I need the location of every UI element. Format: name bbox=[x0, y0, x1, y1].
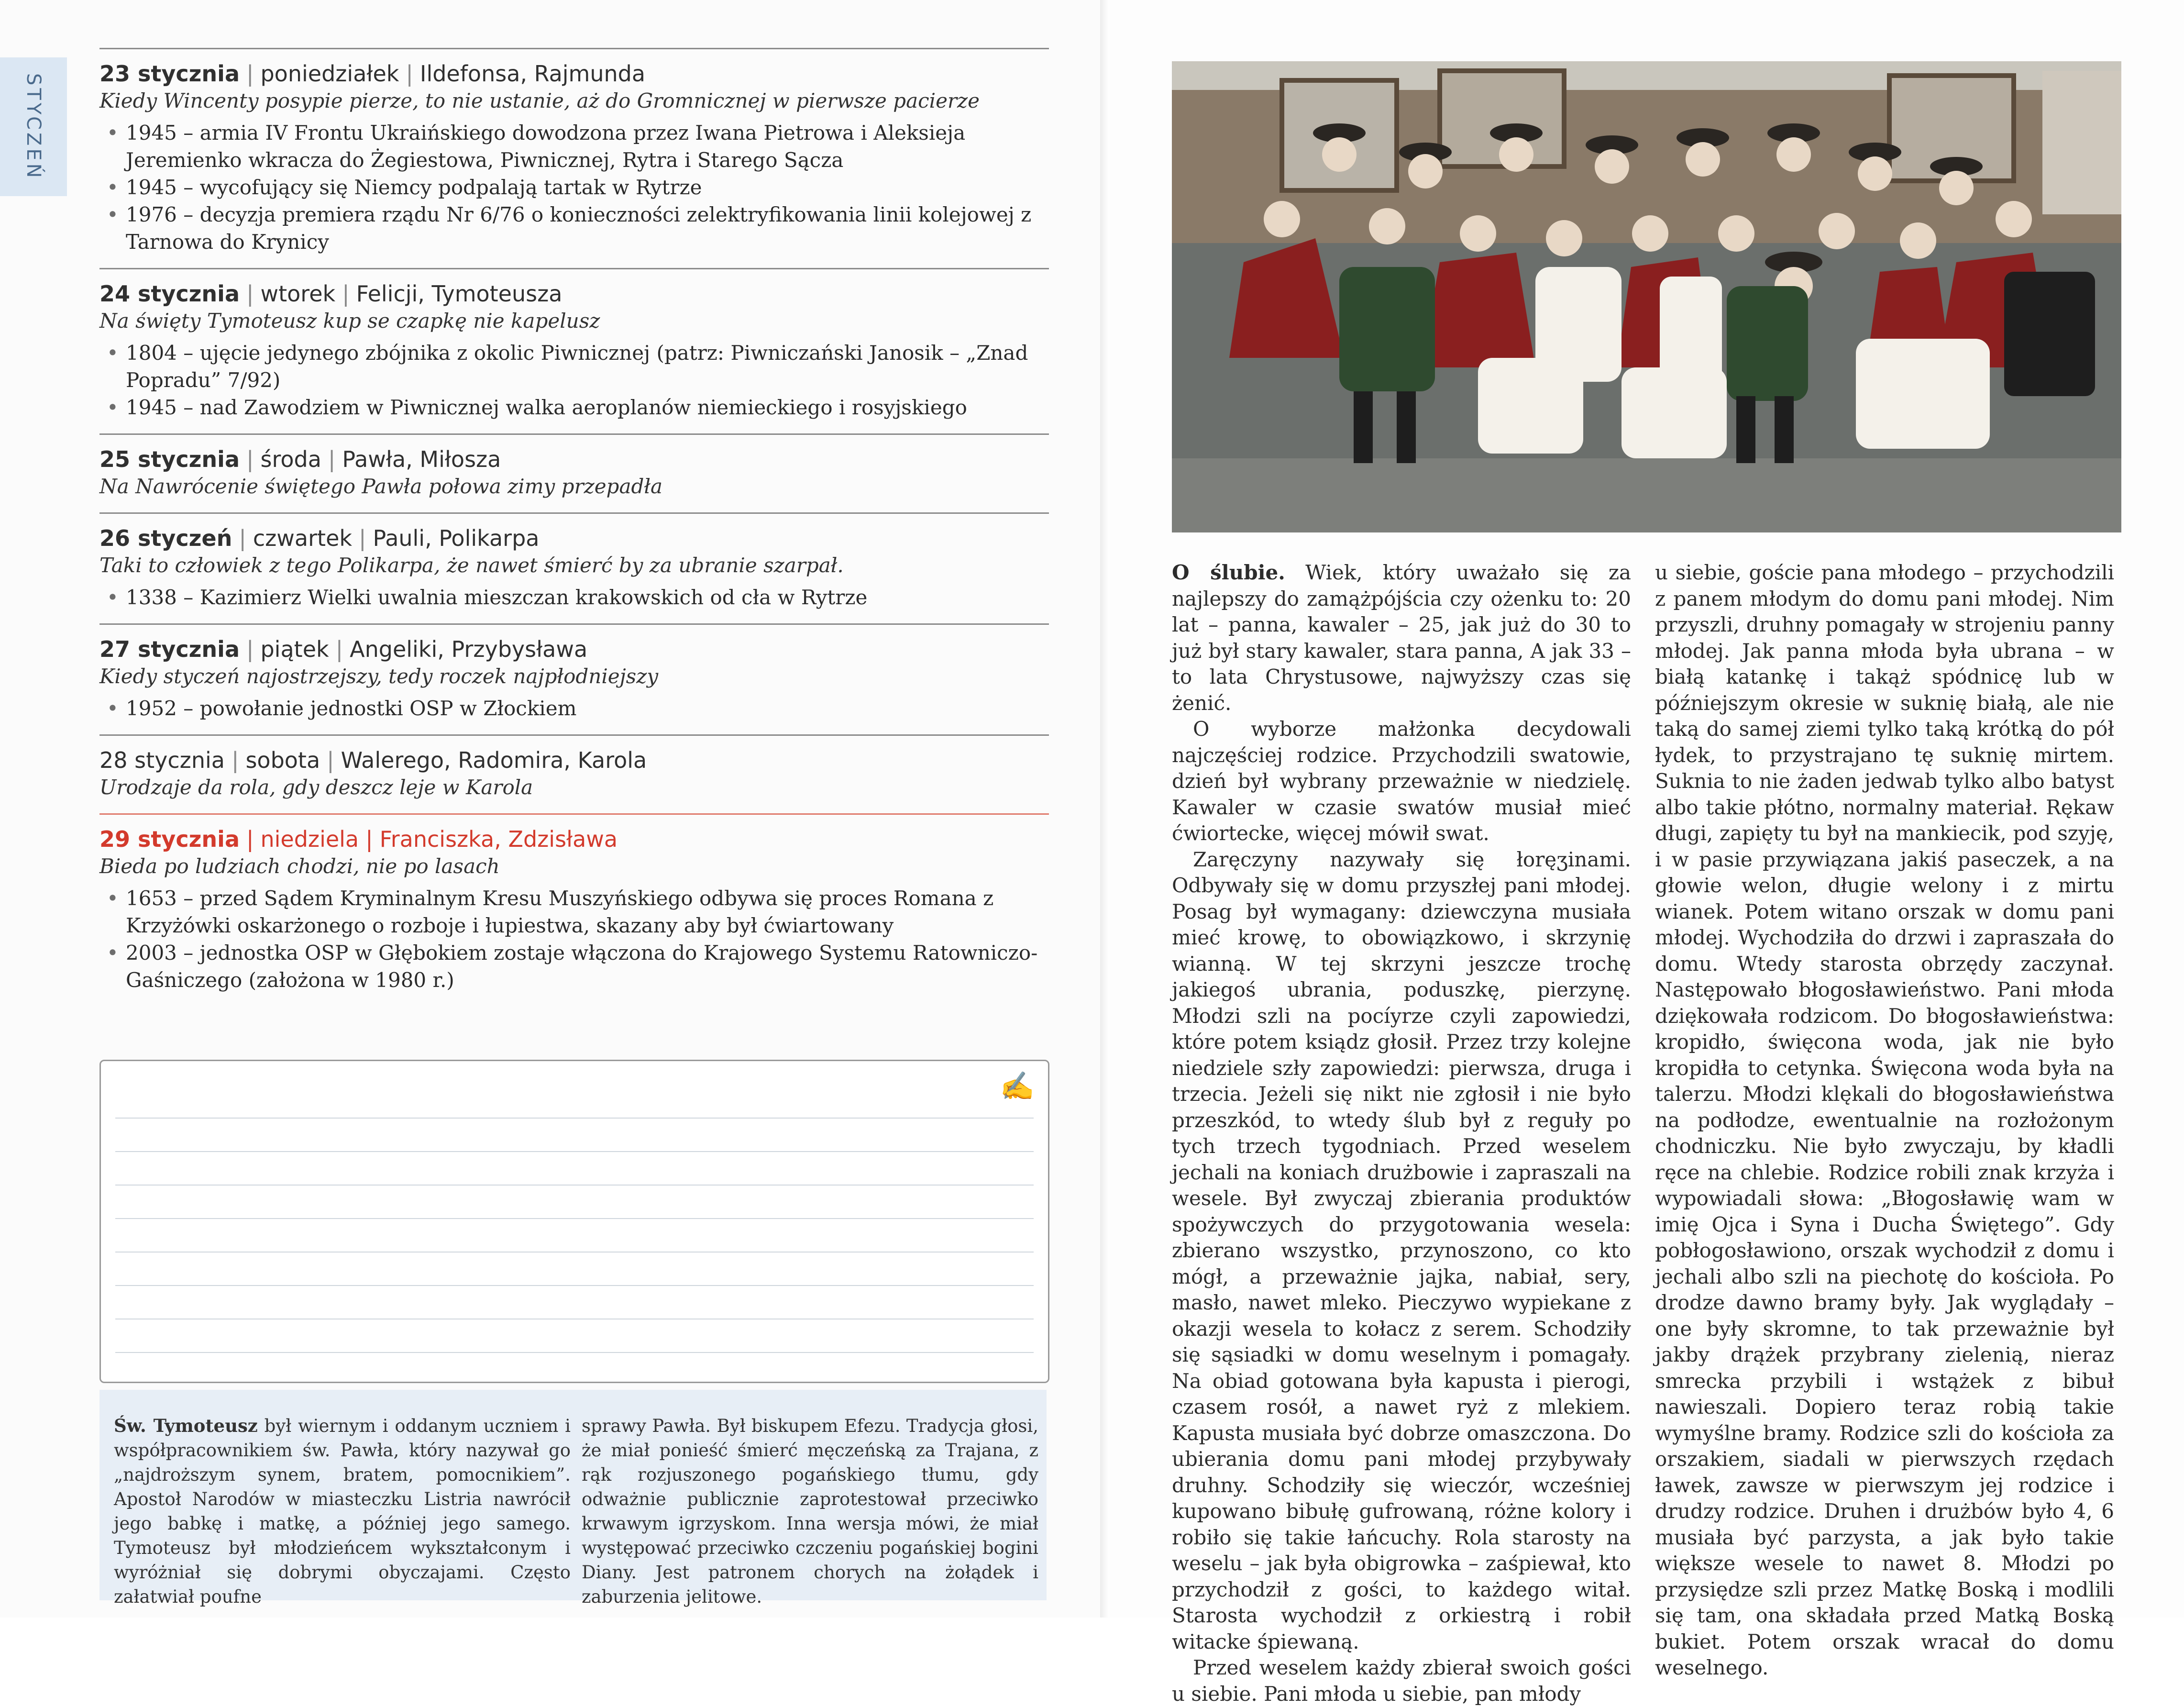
folk-group-photo bbox=[1172, 61, 2121, 532]
event-item: • 1945 – wycofujący się Niemcy podpalają tartak w Rytrze bbox=[126, 174, 1049, 201]
entry-26 bbox=[99, 512, 1049, 623]
bio-text: sprawy Pawła. Był biskupem Efezu. Tradycja głosi, że miał ponieść śmierć męczeńską za Trajana, z rąk rozjuszonego pogańskiego tłumu, gdy odważnie publicznie zaprotestował przeciwko krwawym igrzyskom. Inna wersja mówi, że miał występować przeciwko czczeniu pogańskiej bogini Diany. Jest patronem chorych na żołądek i zaburzenia jelitowe. bbox=[582, 1416, 1038, 1607]
event-list bbox=[99, 119, 1049, 255]
entry-proverb: Urodzaje da rola, gdy deszcz leje w Karola bbox=[99, 776, 533, 799]
entry-names: Walerego, Radomira, Karola bbox=[341, 747, 647, 773]
entry-28 bbox=[99, 734, 1049, 813]
entry-weekday: wtorek bbox=[260, 281, 336, 307]
event-list bbox=[99, 584, 1049, 611]
event-item: • 1338 – Kazimierz Wielki uwalnia mieszczan krakowskich od cła w Rytrze bbox=[126, 584, 1049, 611]
entry-header: 28 stycznia | sobota | Walerego, Radomira, Karola bbox=[99, 747, 647, 773]
event-item: • 1945 – armia IV Frontu Ukraińskiego dowodzona przez Iwana Pietrowa i Aleksieja Jeremienko wkracza do Żegiestowa, Piwnicznej, Rytra i Starego Sącza bbox=[126, 119, 1049, 174]
entry-proverb: Na święty Tymoteusz kup se czapkę nie kapelusz bbox=[99, 309, 600, 333]
entry-weekday: środa bbox=[260, 446, 321, 472]
entry-names: Felicji, Tymoteusza bbox=[356, 281, 563, 307]
calendar-entries bbox=[99, 48, 1049, 1006]
entry-weekday: poniedziałek bbox=[260, 61, 399, 87]
story-column-1 bbox=[1172, 560, 1631, 1707]
entry-proverb: Taki to człowiek z tego Polikarpa, że nawet śmierć by za ubranie szarpał. bbox=[99, 554, 844, 577]
story-paragraph: Przed weselem każdy zbierał swoich gości u siebie. Pani młoda u siebie, pan młody bbox=[1172, 1656, 1631, 1706]
bio-lead: Św. Tymoteusz bbox=[114, 1415, 258, 1436]
entry-date: 26 styczeń bbox=[99, 525, 232, 551]
event-list bbox=[99, 885, 1049, 994]
event-item: • 1976 – decyzja premiera rządu Nr 6/76 o konieczności zelektryfikowania linii kolejowej z Tarnowa do Krynicy bbox=[126, 201, 1049, 255]
story-paragraph: O wyborze małżonka decydowali najczęściej rodzice. Przychodzili swatowie, dzień był wybrany przeważnie w niedzielę. Kawaler w czasie swatów musiał mieć ćwiortecke, więcej mówił swat. bbox=[1172, 717, 1631, 845]
entry-names: Pawła, Miłosza bbox=[342, 446, 501, 472]
entry-names: Ildefonsa, Rajmunda bbox=[419, 61, 646, 87]
entry-header: 24 stycznia | wtorek | Felicji, Tymoteusza bbox=[99, 281, 563, 307]
story-column-2 bbox=[1655, 560, 2114, 1681]
entry-header: 26 styczeń | czwartek | Pauli, Polikarpa bbox=[99, 525, 540, 551]
entry-date: 27 stycznia bbox=[99, 636, 240, 662]
bio-column-2 bbox=[582, 1414, 1038, 1609]
entry-names: Angeliki, Przybysława bbox=[350, 636, 588, 662]
entry-proverb: Kiedy styczeń najostrzejszy, tedy roczek najpłodniejszy bbox=[99, 665, 659, 688]
story-paragraph: Zaręczyny nazywały się łoręʒinami. Odbywały się w domu przyszłej pani młodej. Posag był wymagany: dziewczyna musiała mieć krowę, to obowiązkowo, i skrzynię wianną. W tej skrzyni jeszcze trochę jakiegoś ubrania, poduszkę, pierzynę. Młodzi szli na pocíyrze czyli zapowiedzi, które potem ksiądz głosił. Przez trzy kolejne niedziele szły zapowiedzi: pierwsza, druga i trzecia. Jeżeli się nikt nie zgłosił i nie było przeszkód, to wtedy ślub był z reguły po tych trzech tygodniach. Przed weselem jechali na koniach drużbowie i zapraszali na wesele. Był zwyczaj zbierania produktów spożywczych do przygotowania wesela: zbierano wszystko, przynoszono, co kto mógł, a przeważnie jajka, nabiał, sery, masło, nawet mleko. Pieczywo wypiekane z okazji wesela to kołacz z serem. Schodziły się sąsiadki w domu weselnym i pomagały. Na obiad gotowana była kapusta i pierogi, czasem rosół, a nawet ryż z mlekiem. Kapusta musiała być dobrze omaszczona. Do ubierania domu pani młodej przybywały druhny. Schodziły się wieczór, wcześniej kupowano bibułę gufrowaną, różne kolory i robiło się takie łańcuchy. Rola starosty na weselu – jak była obigrowka – zaśpiewał, kto przychodził z gości, to każdego witał. Starosta wychodził z orkiestrą i robił witacke śpiewaną. bbox=[1172, 847, 1631, 1653]
note-line bbox=[115, 1252, 1034, 1253]
entry-proverb: Bieda po ludziach chodzi, nie po lasach bbox=[99, 854, 500, 878]
entry-date: 25 stycznia bbox=[99, 446, 240, 472]
event-item: • 2003 – jednostka OSP w Głębokiem zostaje włączona do Krajowego Systemu Ratowniczo-Gaśniczego (założona w 1980 r.) bbox=[126, 939, 1049, 994]
entry-names: Franciszka, Zdzisława bbox=[379, 826, 618, 852]
note-line bbox=[115, 1151, 1034, 1152]
event-item: • 1952 – powołanie jednostki OSP w Złockiem bbox=[126, 695, 1049, 722]
entry-proverb: Na Nawrócenie świętego Pawła połowa zimy przepadła bbox=[99, 475, 663, 498]
saint-bio-box bbox=[99, 1390, 1047, 1607]
entry-weekday: piątek bbox=[260, 636, 329, 662]
entry-weekday: czwartek bbox=[253, 525, 353, 551]
event-item: • 1653 – przed Sądem Kryminalnym Kresu Muszyńskiego odbywa się proces Romana z Krzyżówki oskarżonego o rozboje i łupiestwa, skazany aby był ćwiartowany bbox=[126, 885, 1049, 939]
left-page bbox=[0, 0, 1110, 1618]
month-tab bbox=[0, 57, 67, 196]
entry-29 bbox=[99, 813, 1049, 1006]
entry-25 bbox=[99, 433, 1049, 512]
story-paragraph: O ślubie. Wiek, który uważało się za najlepszy do zamążpójścia czy ożenku to: 20 lat – panna, kawaler – 25, jak już do 30 to już był stary kawaler, stara panna, A jak 33 – to lata Chrystusowe, najwyższy czas się żenić. bbox=[1172, 561, 1631, 715]
notes-box[interactable] bbox=[99, 1060, 1049, 1383]
entry-27 bbox=[99, 623, 1049, 734]
entry-header: 23 stycznia | poniedziałek | Ildefonsa, Rajmunda bbox=[99, 61, 646, 87]
entry-header: 27 stycznia | piątek | Angeliki, Przybysława bbox=[99, 636, 588, 662]
story-lead: O ślubie. bbox=[1172, 561, 1285, 584]
note-line bbox=[115, 1218, 1034, 1219]
entry-date: 23 stycznia bbox=[99, 61, 240, 87]
note-line bbox=[115, 1285, 1034, 1286]
note-line bbox=[115, 1185, 1034, 1186]
bio-text: był wiernym i oddanym uczniem i współpracownikiem św. Pawła, który nazywał go „najdroższym synem, bratem, pomocnikiem”. Apostoł Narodów w miasteczku Listria nawrócił jego babkę i matkę, a później jego samego. Tymoteusz był młodzieńcem wykształconym i wyróżniał się dobrymi obyczajami. Często załatwiał poufne bbox=[114, 1416, 571, 1607]
entry-date: 24 stycznia bbox=[99, 281, 240, 307]
event-item: • 1804 – ujęcie jedynego zbójnika z okolic Piwnicznej (patrz: Piwniczański Janosik – „Znad Popradu” 7/92) bbox=[126, 339, 1049, 394]
month-tab-label: STYCZEŃ bbox=[22, 73, 44, 181]
event-list bbox=[99, 695, 1049, 722]
entry-date: 29 stycznia bbox=[99, 826, 240, 852]
note-line bbox=[115, 1352, 1034, 1353]
event-item: • 1945 – nad Zawodziem w Piwnicznej walka aeroplanów niemieckiego i rosyjskiego bbox=[126, 394, 1049, 421]
entry-weekday: sobota bbox=[245, 747, 320, 773]
entry-date: 28 stycznia bbox=[99, 747, 225, 773]
event-list bbox=[99, 339, 1049, 421]
entry-names: Pauli, Polikarpa bbox=[373, 525, 540, 551]
story-paragraph: u siebie, goście pana młodego – przychodzili z panem młodym do domu pani młodej. Nim przyszli, druhny pomagały w strojeniu panny młodej. Jak panna młoda była ubrana – w białą katankę i takąż spódnicę lub w późniejszym okresie w suknię białą, ale nie taką do samej ziemi tylko taką krótką do pół łydek, to przystrajano tę suknię mirtem. Suknia to nie żaden jedwab tylko albo batyst albo takie płótno, normalny materiał. Rękaw długi, zapięty tu był na mankiecik, pod szyję, i w pasie przywiązana jakiś paseczek, a na głowie welon, długie welony i z mirtu wianek. Potem witano orszak w domu pani młodej. Wychodziła do drzwi i zapraszała do domu. Wtedy starosta obrzędy zaczynał. Następowało błogosławieństwo. Pani młoda dziękowała rodzicom. Do błogosławieństwa: kropidło, święcona woda, jak nie było kropidła to cetynka. Święcona woda była na talerzu. Młodzi klękali do błogosławieństwa na podłodze, ewentualnie na rozłożonym chodniczku. Nie było zwyczaju, by kładli ręce na chlebie. Rodzice robili znak krzyża i wypowiadali słowa: „Błogosławię wam w imię Ojca i Syna i Ducha Świętego”. Gdy pobłogosławiono, orszak wychodził z domu i jechali albo szli na piechotę do kościoła. Po drodze dawno bramy były. Jak wyglądały – one były skromne, to tak przeważnie był jakby drążek przybrany zielenią, nieraz smrecka przybili i wstążek z bibuł nawieszali. Dopiero teraz robią takie wymyślne bramy. Rodzice szli do kościoła za orszakiem, siadali w pierwszych rzędach ławek, zawsze w pierwszym jej rodzice i drudzy rodzice. Druhen i drużbów było 4, 6 musiała być parzysta, a jak było takie większe wesele to nawet 8. Młodzi po przysiędze szli przez Matkę Boską i modlili się tam, ona składała przed Matką Boską bukiet. Potem orszak wracał do domu weselnego. bbox=[1655, 561, 2114, 1679]
entry-header: 25 stycznia | środa | Pawła, Miłosza bbox=[99, 446, 501, 472]
pen-writing-icon: ✍ bbox=[1000, 1070, 1035, 1102]
entry-weekday: niedziela bbox=[260, 826, 359, 852]
entry-header-holiday: 29 stycznia | niedziela | Franciszka, Zdzisława bbox=[99, 826, 618, 852]
bio-column-1 bbox=[114, 1414, 571, 1609]
entry-24 bbox=[99, 268, 1049, 433]
entry-proverb: Kiedy Wincenty posypie pierze, to nie ustanie, aż do Gromnicznej w pierwsze pacierze bbox=[99, 89, 980, 112]
entry-23 bbox=[99, 48, 1049, 268]
note-line bbox=[115, 1118, 1034, 1119]
